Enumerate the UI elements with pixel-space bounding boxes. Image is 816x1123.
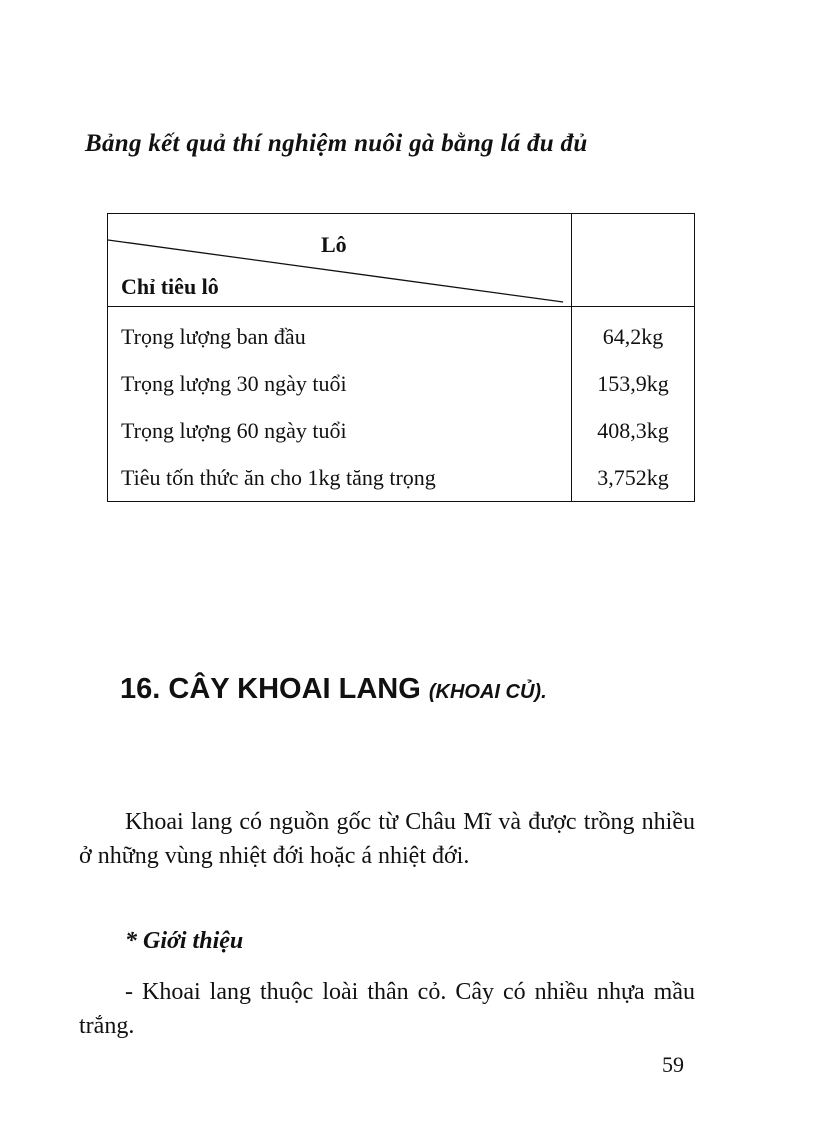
page-number: 59 [662,1052,684,1077]
row-value: 3,752kg [572,454,695,502]
row-label: Trọng lượng 30 ngày tuổi [108,360,572,407]
header-chitieu-label: Chỉ tiêu lô [121,274,219,299]
table-row [108,307,695,361]
section-heading-sub: (KHOAI CỦ). [428,681,547,703]
row-value: 64,2kg [572,307,695,361]
header-value-cell [572,214,695,307]
intro-paragraph: Khoai lang có nguồn gốc từ Châu Mĩ và được trồng nhiều ở những vùng nhiệt đới hoặc á nhiệt đới. [79,809,695,869]
diagonal-header-cell [108,214,572,307]
section-heading-main: 16. CÂY KHOAI LANG [120,673,421,705]
table-row [108,407,695,454]
description-paragraph: - Khoai lang thuộc loài thân cỏ. Cây có nhiều nhựa mầu trắng. [79,979,695,1039]
header-lo-label: Lô [321,232,347,257]
row-value: 408,3kg [572,407,695,454]
table-row [108,454,695,502]
row-label: Tiêu tốn thức ăn cho 1kg tăng trọng [108,454,572,502]
table-row [108,360,695,407]
table-header-row [108,214,695,307]
section-heading [120,673,547,706]
row-label: Trọng lượng ban đầu [108,307,572,361]
results-table [107,213,695,502]
table-caption: Bảng kết quả thí nghiệm nuôi gà bằng lá đu đủ [85,130,588,157]
row-label: Trọng lượng 60 ngày tuổi [108,407,572,454]
row-value: 153,9kg [572,360,695,407]
subheading-gioi-thieu: * Giới thiệu [125,928,244,954]
